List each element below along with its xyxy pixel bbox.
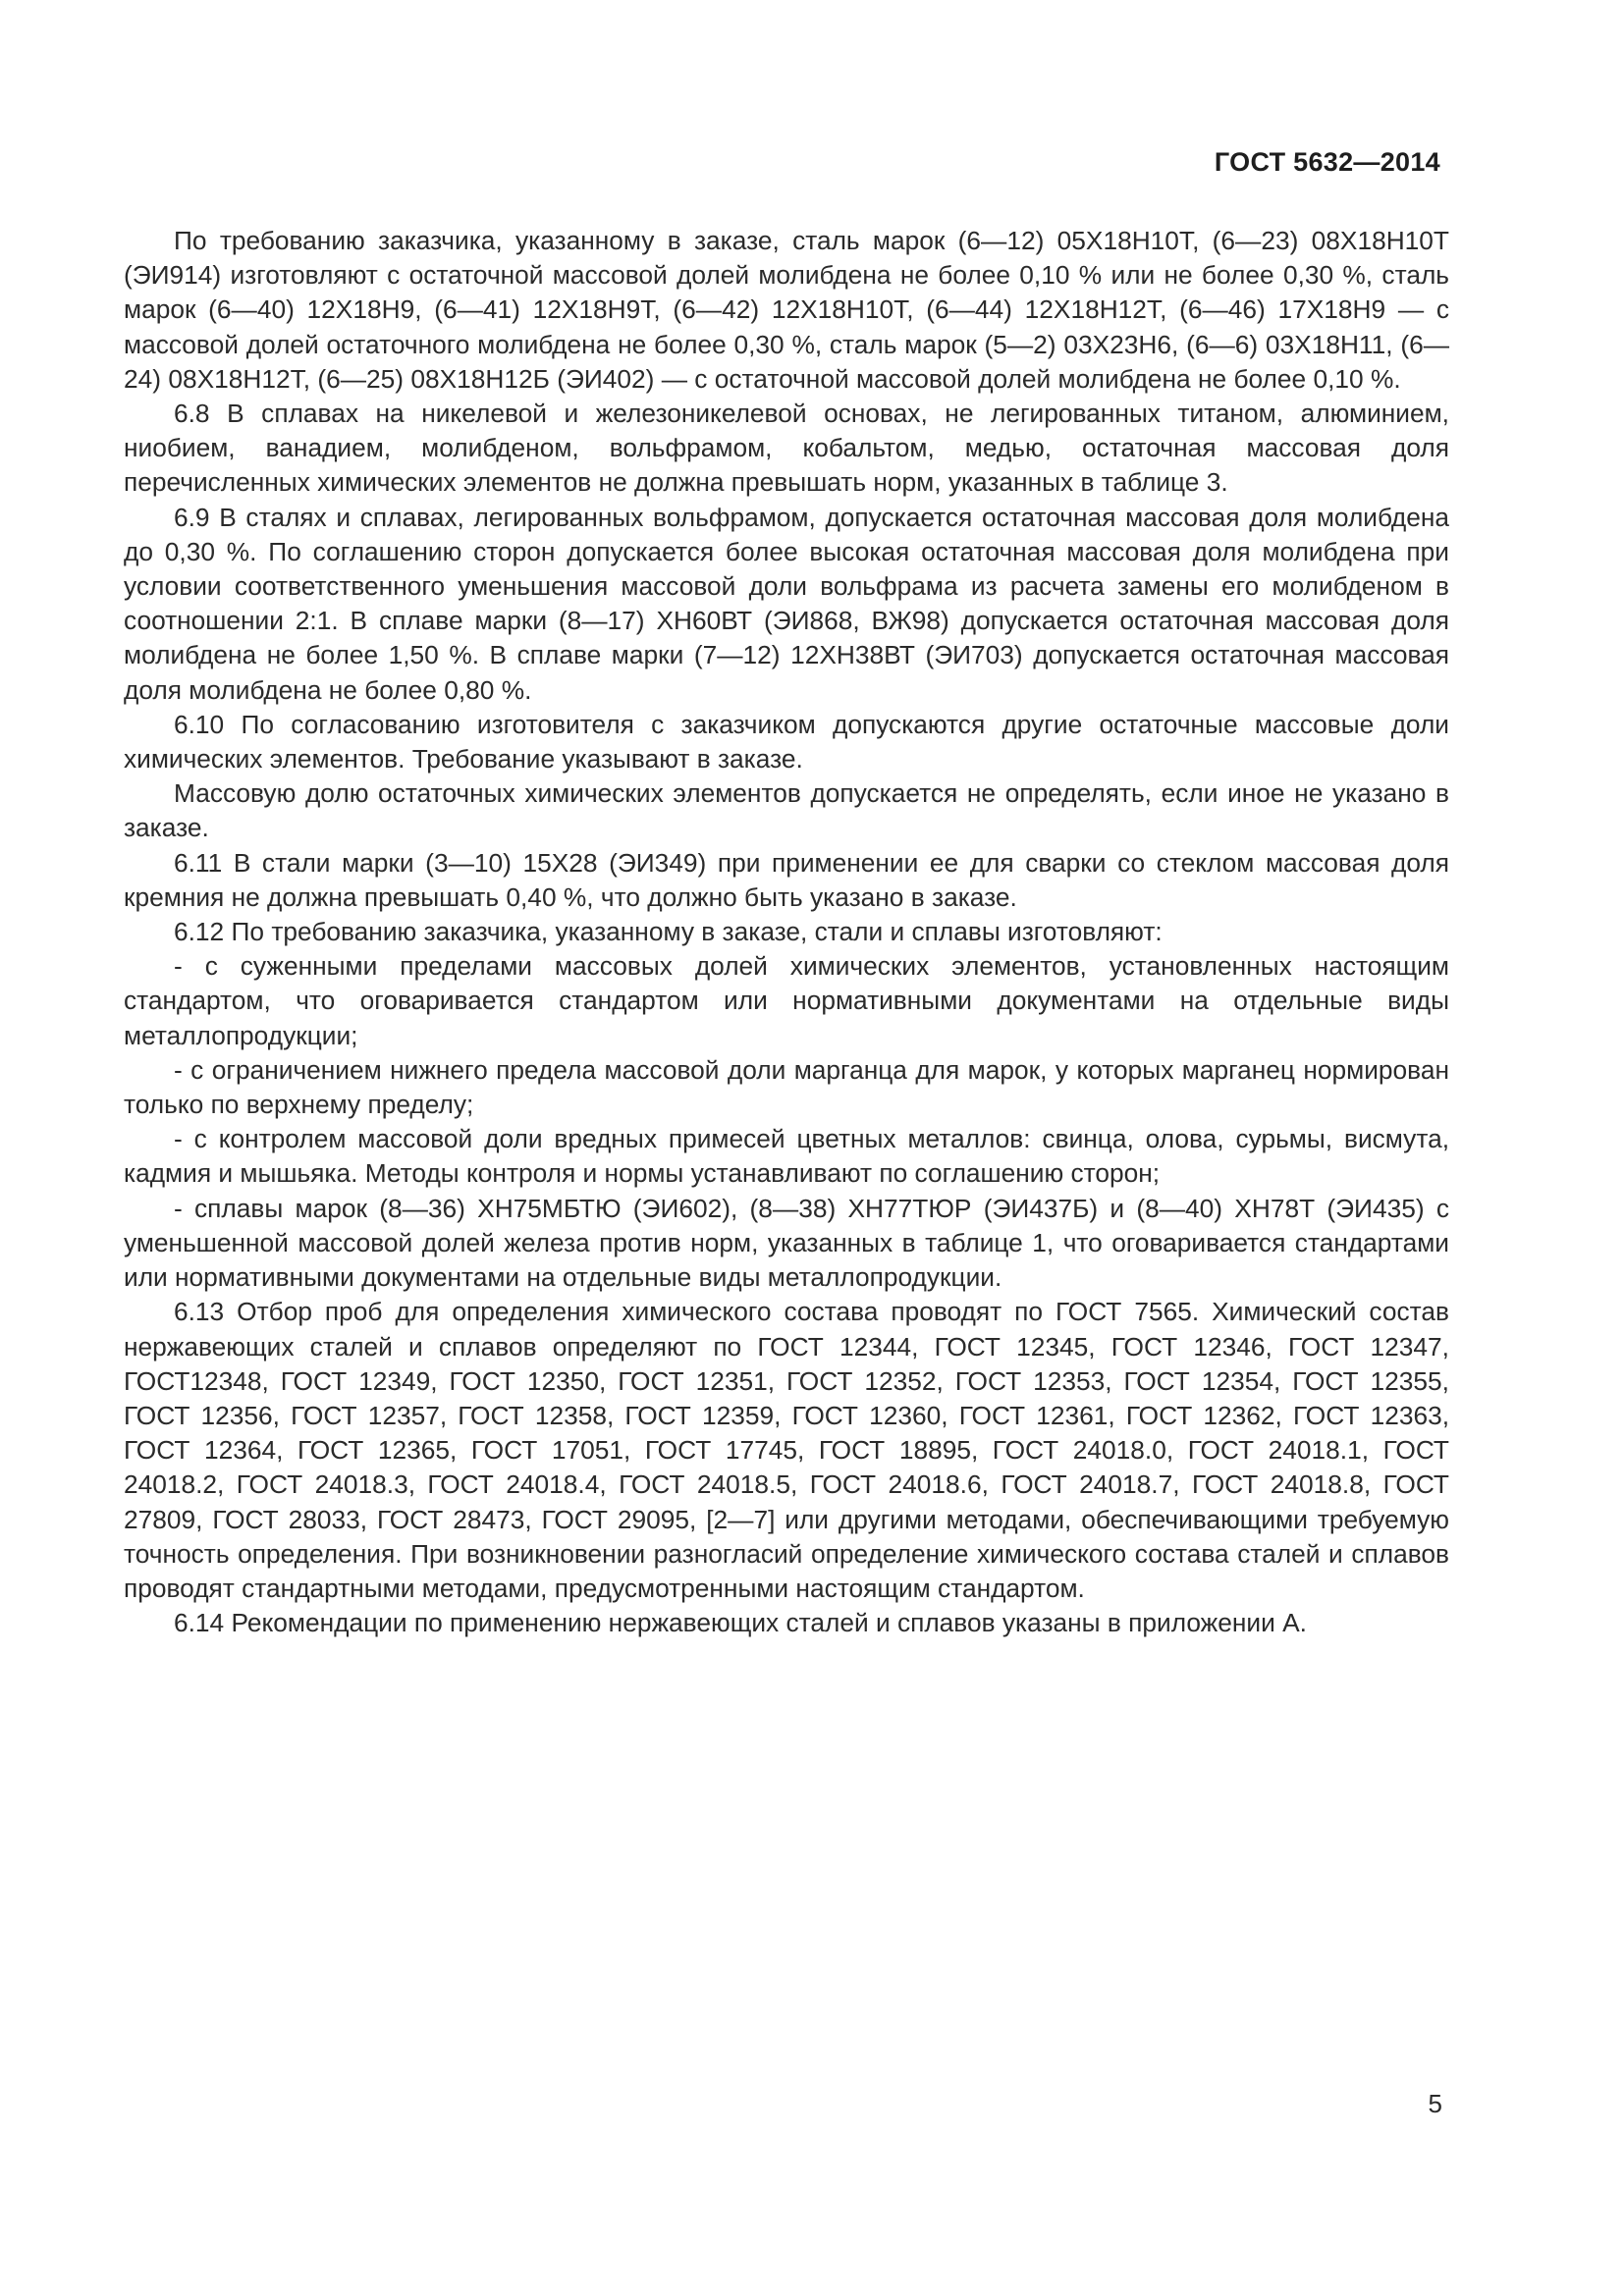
paragraph-6-14: 6.14 Рекомендации по применению нержавеющих сталей и сплавов указаны в приложении А. <box>174 1608 1307 1638</box>
paragraph-6-9: 6.9 В сталях и сплавах, легированных вольфрамом, допускается остаточная массовая доля молибдена до 0,30 %. По соглашению сторон допускается более высокая остаточная массовая доля молибдена при условии соответственного уменьшения массовой доли вольфрама из расчета замены его молибденом в соотношении 2:1. В сплаве марки (8—17) ХН60ВТ (ЭИ868, ВЖ98) допускается остаточная массовая доля молибдена не более 1,50 %. В сплаве марки (7—12) 12ХН38ВТ (ЭИ703) допускается остаточная массовая доля молибдена не более 0,80 %. <box>124 502 1449 705</box>
page-number: 5 <box>1428 2089 1442 2118</box>
paragraph-residual-elements-note: Массовую долю остаточных химических элементов допускается не определять, если иное не указано в заказе. <box>124 778 1449 843</box>
paragraph-6-8: 6.8 В сплавах на никелевой и железоникелевой основах, не легированных титаном, алюминием, ниобием, ванадием, молибденом, вольфрамом, кобальтом, медью, остаточная массовая доля перечисленных химических элементов не должна превышать норм, указанных в таблице 3. <box>124 399 1449 498</box>
paragraph-6-12: 6.12 По требованию заказчика, указанному в заказе, стали и сплавы изготовляют: <box>174 917 1163 947</box>
paragraph-molybdenum-requirements: По требованию заказчика, указанному в заказе, сталь марок (6—12) 05Х18Н10Т, (6—23) 08Х18Н10Т (ЭИ914) изготовляют с остаточной массовой долей молибдена не более 0,10 % или не более 0,30 %, сталь марок (6—40) 12Х18Н9, (6—41) 12Х18Н9Т, (6—42) 12Х18Н10Т, (6—44) 12Х18Н12Т, (6—46) 17Х18Н9 — с массовой долей остаточного молибдена не более 0,30 %, сталь марок (5—2) 03Х23Н6, (6—6) 03Х18Н11, (6—24) 08Х18Н12Т, (6—25) 08Х18Н12Б (ЭИ402) — с остаточной массовой долей молибдена не более 0,10 %. <box>124 226 1449 394</box>
list-item-nonferrous-impurities: - с контролем массовой доли вредных примесей цветных металлов: свинца, олова, сурьмы, висмута, кадмия и мышьяка. Методы контроля и нормы устанавливают по соглашению сторон; <box>124 1124 1449 1189</box>
list-item-narrowed-limits: - с суженными пределами массовых долей химических элементов, установленных настоящим стандартом, что оговаривается стандартом или нормативными документами на отдельные виды металлопродукции; <box>124 951 1449 1050</box>
list-item-reduced-iron-alloys: - сплавы марок (8—36) ХН75МБТЮ (ЭИ602), (8—38) ХН77ТЮР (ЭИ437Б) и (8—40) ХН78Т (ЭИ435) с уменьшенной массовой долей железа против норм, указанных в таблице 1, что оговаривается стандартами или нормативными документами на отдельные виды металлопродукции. <box>124 1193 1449 1293</box>
document-body <box>124 224 1449 1640</box>
paragraph-6-10: 6.10 По согласованию изготовителя с заказчиком допускаются другие остаточные массовые доли химических элементов. Требование указывают в заказе. <box>124 709 1449 774</box>
paragraph-6-13: 6.13 Отбор проб для определения химического состава проводят по ГОСТ 7565. Химический состав нержавеющих сталей и сплавов определяют по ГОСТ 12344, ГОСТ 12345, ГОСТ 12346, ГОСТ 12347, ГОСТ12348, ГОСТ 12349, ГОСТ 12350, ГОСТ 12351, ГОСТ 12352, ГОСТ 12353, ГОСТ 12354, ГОСТ 12355, ГОСТ 12356, ГОСТ 12357, ГОСТ 12358, ГОСТ 12359, ГОСТ 12360, ГОСТ 12361, ГОСТ 12362, ГОСТ 12363, ГОСТ 12364, ГОСТ 12365, ГОСТ 17051, ГОСТ 17745, ГОСТ 18895, ГОСТ 24018.0, ГОСТ 24018.1, ГОСТ 24018.2, ГОСТ 24018.3, ГОСТ 24018.4, ГОСТ 24018.5, ГОСТ 24018.6, ГОСТ 24018.7, ГОСТ 24018.8, ГОСТ 27809, ГОСТ 28033, ГОСТ 28473, ГОСТ 29095, [2—7] или другими методами, обеспечивающими требуемую точность определения. При возникновении разногласий определение химического состава сталей и сплавов проводят стандартными методами, предусмотренными настоящим стандартом. <box>124 1297 1449 1603</box>
page-header-standard-title: ГОСТ 5632—2014 <box>1214 147 1440 177</box>
list-item-manganese-limit: - с ограничением нижнего предела массовой доли марганца для марок, у которых марганец нормирован только по верхнему пределу; <box>124 1054 1449 1120</box>
paragraph-6-11: 6.11 В стали марки (3—10) 15Х28 (ЭИ349) при применении ее для сварки со стеклом массовая доля кремния не должна превышать 0,40 %, что должно быть указано в заказе. <box>124 847 1449 912</box>
